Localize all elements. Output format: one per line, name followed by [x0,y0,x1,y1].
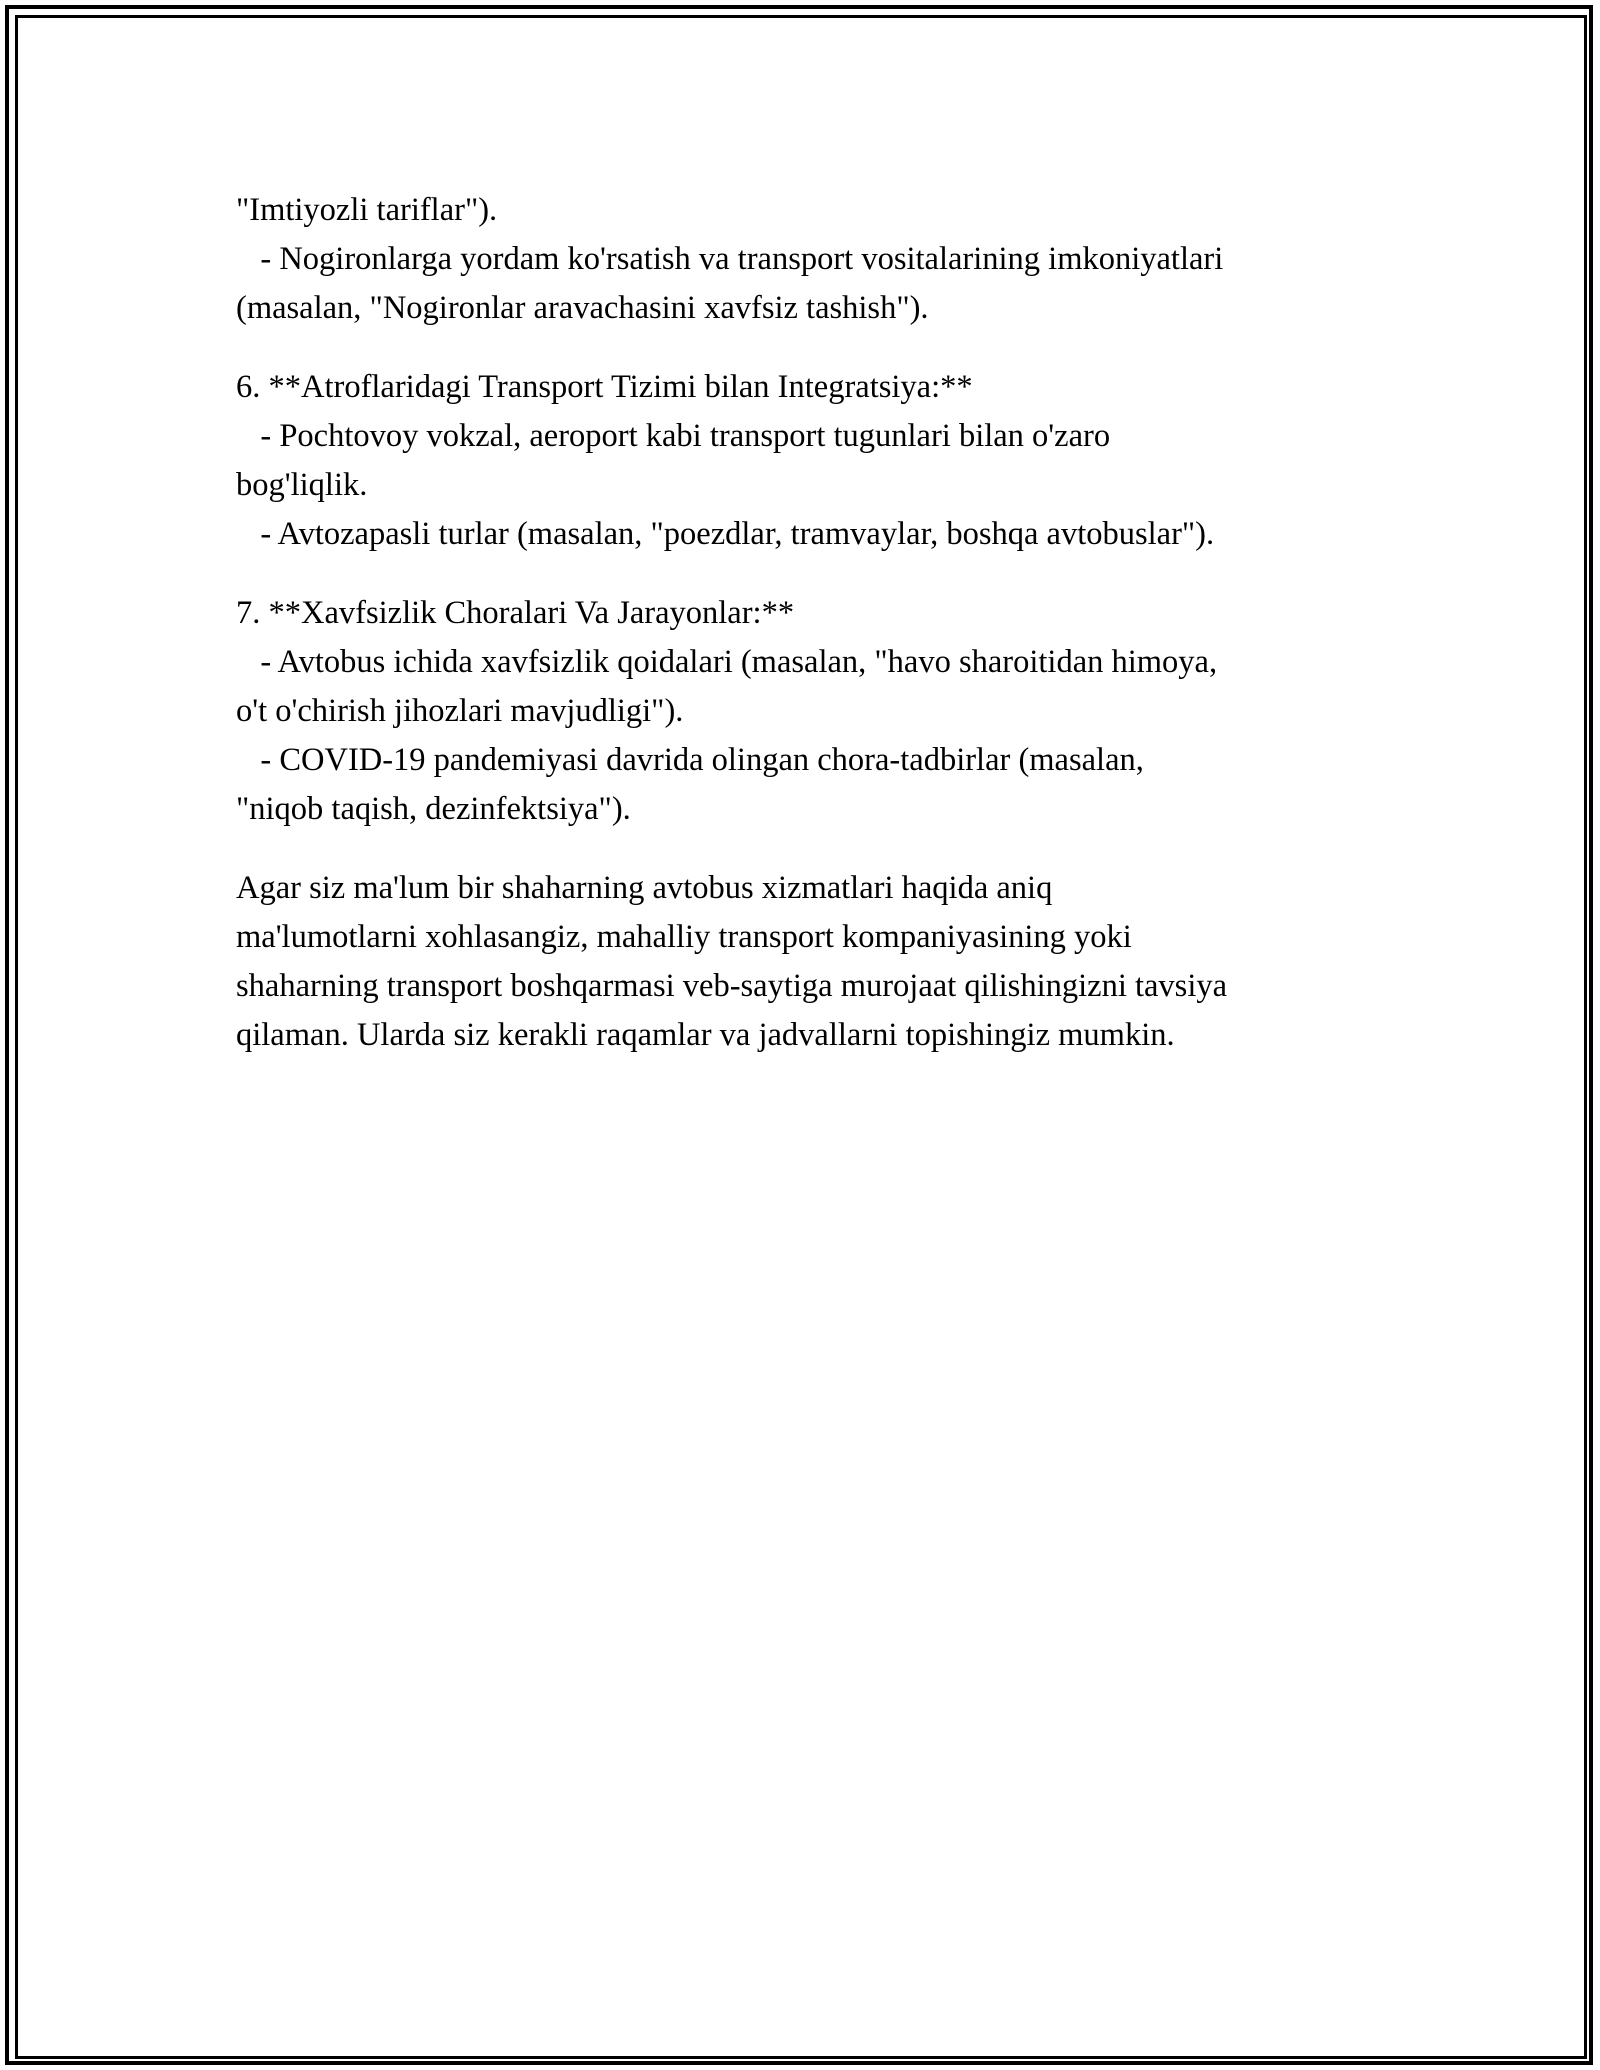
text-line: - Pochtovoy vokzal, aeroport kabi transport tugunlari bilan o'zaro [236,418,1111,454]
text-line: "niqob taqish, dezinfektsiya"). [236,791,631,827]
section-6 [236,363,1416,559]
section-7 [236,589,1416,834]
section-heading: 7. **Xavfsizlik Choralari Va Jarayonlar:** [236,595,795,631]
text-line: bog'liqlik. [236,467,368,503]
paragraph-gap [236,559,1416,589]
text-line: - Nogironlarga yordam ko'rsatish va transport vositalarining imkoniyatlari [236,241,1224,277]
text-line: qilaman. Ularda siz kerakli raqamlar va jadvallarni topishingiz mumkin. [236,1017,1175,1053]
text-line: (masalan, "Nogironlar aravachasini xavfsiz tashish"). [236,290,929,326]
paragraph-block-1 [236,186,1416,333]
text-line: ma'lumotlarni xohlasangiz, mahalliy transport kompaniyasining yoki [236,919,1132,955]
text-line: "Imtiyozli tariflar"). [236,192,498,228]
text-line: - COVID-19 pandemiyasi davrida olingan chora-tadbirlar (masalan, [236,742,1144,778]
closing-paragraph [236,864,1416,1060]
text-line: o't o'chirish jihozlari mavjudligi"). [236,693,684,729]
text-line: shaharning transport boshqarmasi veb-saytiga murojaat qilishingizni tavsiya [236,968,1228,1004]
text-line: - Avtobus ichida xavfsizlik qoidalari (masalan, "havo sharoitidan himoya, [236,644,1218,680]
text-line: Agar siz ma'lum bir shaharning avtobus xizmatlari haqida aniq [236,870,1053,906]
document-body [236,186,1416,1060]
text-line: - Avtozapasli turlar (masalan, "poezdlar, tramvaylar, boshqa avtobuslar"). [236,516,1215,552]
paragraph-gap [236,834,1416,864]
paragraph-gap [236,333,1416,363]
section-heading: 6. **Atroflaridagi Transport Tizimi bilan Integratsiya:** [236,369,973,405]
